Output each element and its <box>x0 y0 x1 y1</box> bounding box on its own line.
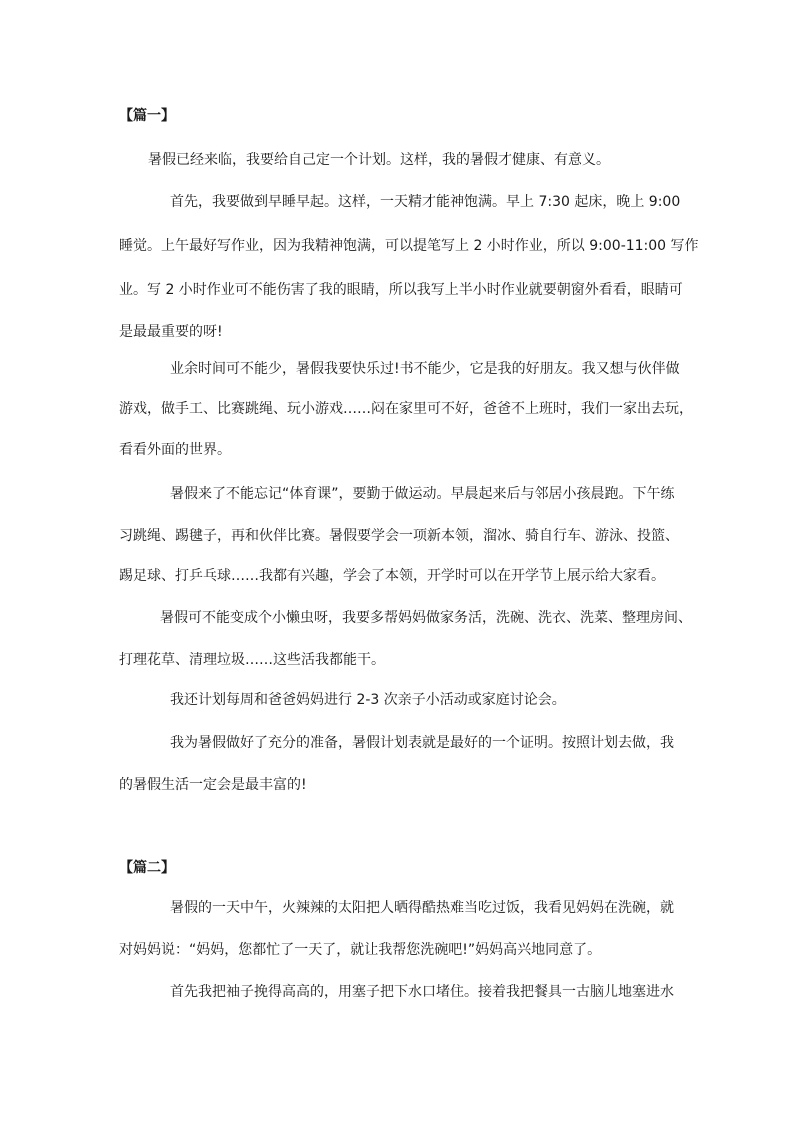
paragraph-line: 我还计划每周和爸爸妈妈进行 2-3 次亲子小活动或家庭讨论会。 <box>170 692 566 708</box>
paragraph-line: 是最最重要的呀! <box>119 324 223 340</box>
paragraph-line: 打理花草、清理垃圾……这些活我都能干。 <box>119 652 385 668</box>
paragraph-line: 业余时间可不能少，暑假我要快乐过!书不能少，它是我的好朋友。我又想与伙伴做 <box>170 361 680 377</box>
section-2-heading: 【篇二】 <box>119 860 175 876</box>
paragraph-line: 业。写 2 小时作业可不能伤害了我的眼睛，所以我写上半小时作业就要朝窗外看看，眼睛可 <box>119 282 683 298</box>
paragraph-line: 对妈妈说：“妈妈，您都忙了一天了，就让我帮您洗碗吧!”妈妈高兴地同意了。 <box>119 942 602 958</box>
paragraph-line: 看看外面的世界。 <box>119 442 231 458</box>
section-1-heading: 【篇一】 <box>119 108 175 124</box>
paragraph-line: 游戏，做手工、比赛跳绳、玩小游戏……闷在家里可不好，爸爸不上班时，我们一家出去玩， <box>119 401 693 417</box>
paragraph-line: 踢足球、打乒乓球……我都有兴趣，学会了本领，开学时可以在开学节上展示给大家看。 <box>119 568 665 584</box>
paragraph-line: 暑假可不能变成个小懒虫呀，我要多帮妈妈做家务活，洗碗、洗衣、洗菜、整理房间、 <box>160 610 692 626</box>
paragraph-line: 睡觉。上午最好写作业，因为我精神饱满，可以提笔写上 2 小时作业，所以 9:00-11:00 写作 <box>119 238 699 254</box>
paragraph-line: 暑假的一天中午，火辣辣的太阳把人晒得酷热难当吃过饭，我看见妈妈在洗碗，就 <box>170 900 674 916</box>
paragraph-line: 习跳绳、踢毽子，再和伙伴比赛。暑假要学会一项新本领，溜冰、骑自行车、游泳、投篮、 <box>119 528 679 544</box>
paragraph-line: 暑假已经来临，我要给自己定一个计划。这样，我的暑假才健康、有意义。 <box>148 152 610 168</box>
paragraph-line: 首先，我要做到早睡早起。这样，一天精才能神饱满。早上 7:30 起床，晚上 9:00 <box>170 194 681 210</box>
paragraph-line: 的暑假生活一定会是最丰富的! <box>119 777 307 793</box>
paragraph-line: 首先我把袖子挽得高高的，用塞子把下水口堵住。接着我把餐具一古脑儿地塞进水 <box>170 984 674 1000</box>
paragraph-line: 暑假来了不能忘记“体育课”，要勤于做运动。早晨起来后与邻居小孩晨跑。下午练 <box>170 486 675 502</box>
paragraph-line: 我为暑假做好了充分的准备，暑假计划表就是最好的一个证明。按照计划去做，我 <box>170 735 674 751</box>
